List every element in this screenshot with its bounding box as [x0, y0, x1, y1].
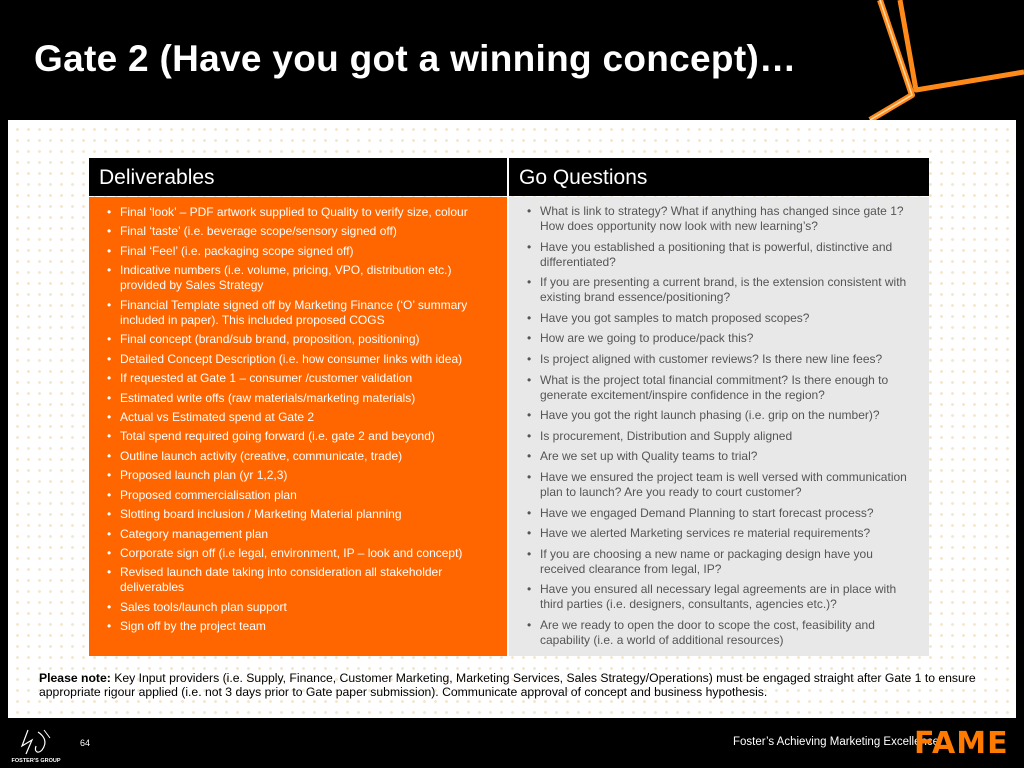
fosters-logo-icon	[11, 726, 61, 768]
deliverable-item: • Estimated write offs (raw materials/marketing materials)	[101, 391, 499, 406]
go-question-item: • Is project aligned with customer reviews? Is there new line fees?	[521, 352, 915, 367]
deliverable-item: • Actual vs Estimated spend at Gate 2	[101, 410, 499, 425]
deliverable-item: • Category management plan	[101, 527, 499, 542]
note-text: Key Input providers (i.e. Supply, Finance, Customer Marketing, Marketing Services, Sales Strategy/Operations) must be engaged straight after Gate 1 to ensure appropriate rigour applied (i.e. not 3 days prior to Gate paper submission). Communicate approval of concept and business hypothesis.	[39, 671, 976, 699]
go-question-item: • Have you got samples to match proposed scopes?	[521, 311, 915, 326]
go-question-item: • Have we engaged Demand Planning to start forecast process?	[521, 506, 915, 521]
deliverables-column	[89, 197, 507, 656]
fame-logo: FAME	[914, 726, 1009, 761]
deliverable-item: • Financial Template signed off by Marketing Finance (‘O’ summary included in paper). This included proposed COGS	[101, 298, 499, 328]
deliverable-item: • Final ‘look’ – PDF artwork supplied to Quality to verify size, colour	[101, 205, 499, 220]
star-decoration-icon	[860, 0, 1024, 120]
deliverable-item: • Final concept (brand/sub brand, proposition, positioning)	[101, 332, 499, 347]
go-question-item: • What is link to strategy? What if anything has changed since gate 1? How does opportunity now look with new learning’s?	[521, 204, 915, 234]
deliverable-item: • Outline launch activity (creative, communicate, trade)	[101, 449, 499, 464]
go-question-item: • Have we ensured the project team is well versed with communication plan to launch? Are you ready to court customer?	[521, 470, 915, 500]
go-question-item: • What is the project total financial commitment? Is there enough to generate excitement/inspire confidence in the region?	[521, 373, 915, 403]
deliverable-item: • Slotting board inclusion / Marketing Material planning	[101, 507, 499, 522]
deliverable-item: • Corporate sign off (i.e legal, environment, IP – look and concept)	[101, 546, 499, 561]
page-number: 64	[80, 738, 91, 748]
deliverable-item: • Indicative numbers (i.e. volume, pricing, VPO, distribution etc.) provided by Sales Strategy	[101, 263, 499, 293]
fosters-logo-text: FOSTER'S GROUP	[11, 758, 61, 764]
deliverable-item: • Final ‘Feel’ (i.e. packaging scope signed off)	[101, 244, 499, 259]
deliverable-item: • Proposed launch plan (yr 1,2,3)	[101, 468, 499, 483]
go-question-item: • Have you established a positioning that is powerful, distinctive and differentiated?	[521, 240, 915, 270]
go-question-item: • Is procurement, Distribution and Supply aligned	[521, 429, 915, 444]
go-question-item: • How are we going to produce/pack this?	[521, 331, 915, 346]
deliverable-item: • Final ‘taste’ (i.e. beverage scope/sensory signed off)	[101, 224, 499, 239]
deliverables-list	[101, 205, 499, 634]
deliverable-item: • If requested at Gate 1 – consumer /customer validation	[101, 371, 499, 386]
footer-tagline: Foster’s Achieving Marketing Excellence	[733, 736, 940, 748]
go-questions-list	[521, 204, 915, 648]
gate-table	[89, 158, 929, 656]
deliverable-item: • Sign off by the project team	[101, 619, 499, 634]
go-question-item: • Have you ensured all necessary legal agreements are in place with third parties (i.e. designers, consultants, agencies etc.)?	[521, 582, 915, 612]
go-question-item: • Have we alerted Marketing services re material requirements?	[521, 526, 915, 541]
go-questions-heading: Go Questions	[509, 158, 929, 196]
go-question-item: • Have you got the right launch phasing (i.e. grip on the number)?	[521, 408, 915, 423]
note-label: Please note:	[39, 671, 111, 685]
go-question-item: • If you are presenting a current brand, is the extension consistent with existing brand essence/positioning?	[521, 275, 915, 305]
deliverables-heading: Deliverables	[89, 158, 507, 196]
deliverable-item: • Proposed commercialisation plan	[101, 488, 499, 503]
go-questions-column	[509, 197, 929, 656]
go-question-item: • Are we ready to open the door to scope the cost, feasibility and capability (i.e. a world of additional resources)	[521, 618, 915, 648]
please-note	[39, 671, 994, 699]
page-title: Gate 2 (Have you got a winning concept)…	[34, 38, 797, 79]
deliverable-item: • Revised launch date taking into consideration all stakeholder deliverables	[101, 565, 499, 595]
go-question-item: • Are we set up with Quality teams to trial?	[521, 449, 915, 464]
deliverable-item: • Detailed Concept Description (i.e. how consumer links with idea)	[101, 352, 499, 367]
deliverable-item: • Total spend required going forward (i.e. gate 2 and beyond)	[101, 429, 499, 444]
deliverable-item: • Sales tools/launch plan support	[101, 600, 499, 615]
go-question-item: • If you are choosing a new name or packaging design have you received clearance from legal, IP?	[521, 547, 915, 577]
